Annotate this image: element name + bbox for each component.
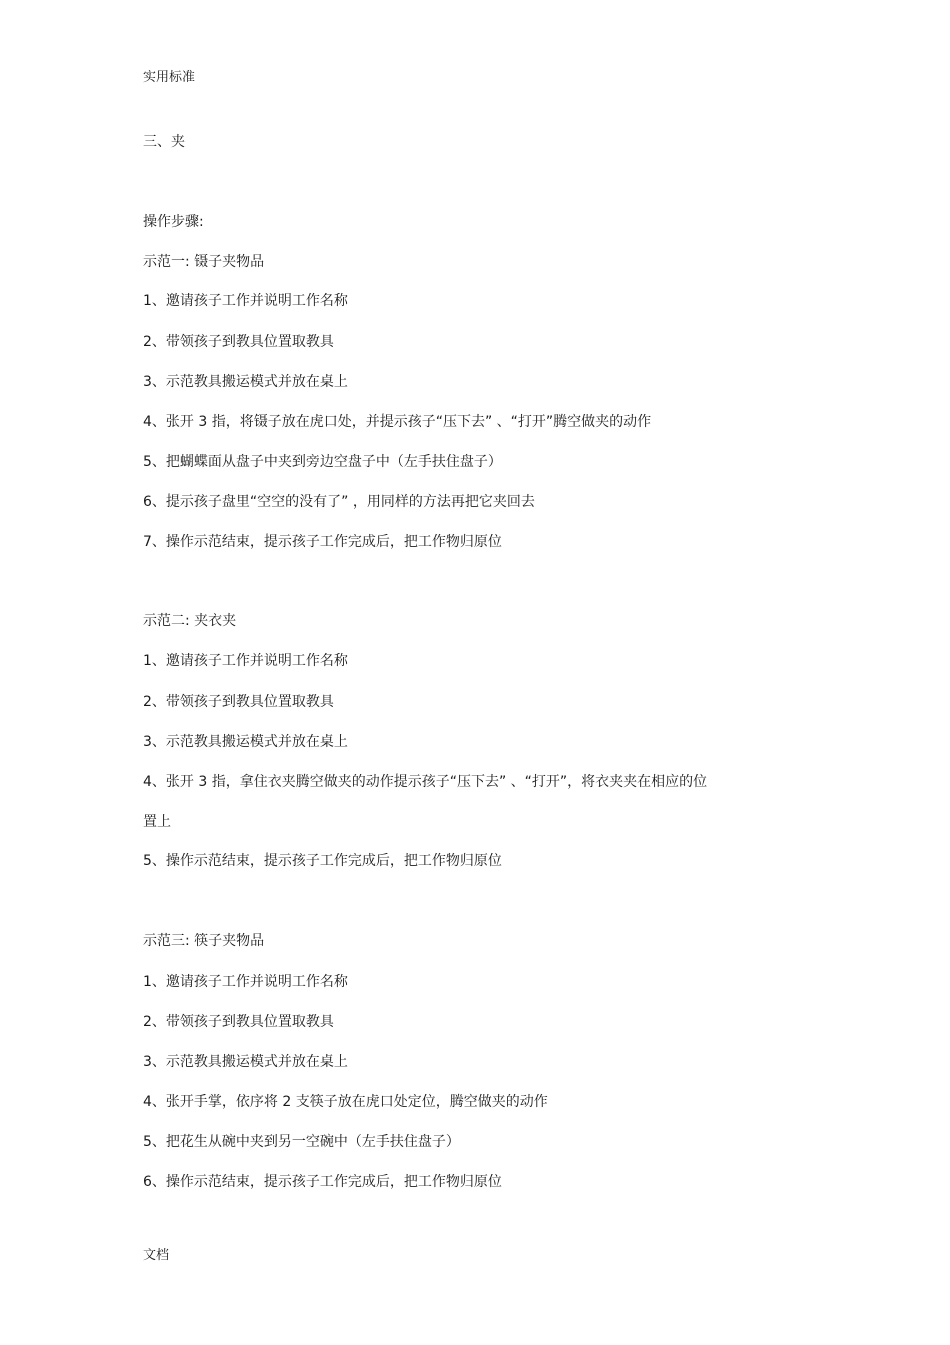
demo2-title: 示范二: 夹衣夹 bbox=[143, 613, 237, 629]
demo2-step: 1、邀请孩子工作并说明工作名称 bbox=[143, 653, 348, 669]
demo2-step: 4、张开 3 指，拿住衣夹腾空做夹的动作提示孩子“压下去” 、“打开”，将衣夹夹在相应的位 bbox=[143, 774, 708, 790]
demo1-step: 2、带领孩子到教具位置取教具 bbox=[143, 334, 334, 350]
demo3-step: 2、带领孩子到教具位置取教具 bbox=[143, 1014, 334, 1030]
demo1-step: 6、提示孩子盘里“空空的没有了” ，用同样的方法再把它夹回去 bbox=[143, 494, 535, 510]
demo3-step: 6、操作示范结束，提示孩子工作完成后，把工作物归原位 bbox=[143, 1174, 502, 1190]
demo1-step: 5、把蝴蝶面从盘子中夹到旁边空盘子中（左手扶住盘子） bbox=[143, 454, 502, 470]
demo3-step: 4、张开手掌，依序将 2 支筷子放在虎口处定位，腾空做夹的动作 bbox=[143, 1094, 548, 1110]
demo1-step: 3、示范教具搬运模式并放在桌上 bbox=[143, 374, 348, 390]
demo3-step: 5、把花生从碗中夹到另一空碗中（左手扶住盘子） bbox=[143, 1134, 460, 1150]
demo3-title: 示范三: 筷子夹物品 bbox=[143, 933, 265, 949]
demo1-step: 4、张开 3 指，将镊子放在虎口处，并提示孩子“压下去” 、“打开”腾空做夹的动作 bbox=[143, 414, 652, 430]
demo1-title: 示范一: 镊子夹物品 bbox=[143, 254, 265, 270]
demo2-step: 5、操作示范结束，提示孩子工作完成后，把工作物归原位 bbox=[143, 853, 502, 869]
steps-title: 操作步骤: bbox=[143, 214, 204, 230]
demo2-step: 3、示范教具搬运模式并放在桌上 bbox=[143, 734, 348, 750]
demo1-step: 1、邀请孩子工作并说明工作名称 bbox=[143, 293, 348, 309]
page-header: 实用标准 bbox=[143, 70, 196, 85]
demo3-step: 1、邀请孩子工作并说明工作名称 bbox=[143, 974, 348, 990]
demo1-step: 7、操作示范结束，提示孩子工作完成后，把工作物归原位 bbox=[143, 534, 502, 550]
section-title: 三、夹 bbox=[143, 134, 185, 150]
demo2-step-continuation: 置上 bbox=[143, 814, 171, 830]
page-footer: 文档 bbox=[143, 1248, 170, 1263]
demo3-step: 3、示范教具搬运模式并放在桌上 bbox=[143, 1054, 348, 1070]
demo2-step: 2、带领孩子到教具位置取教具 bbox=[143, 694, 334, 710]
